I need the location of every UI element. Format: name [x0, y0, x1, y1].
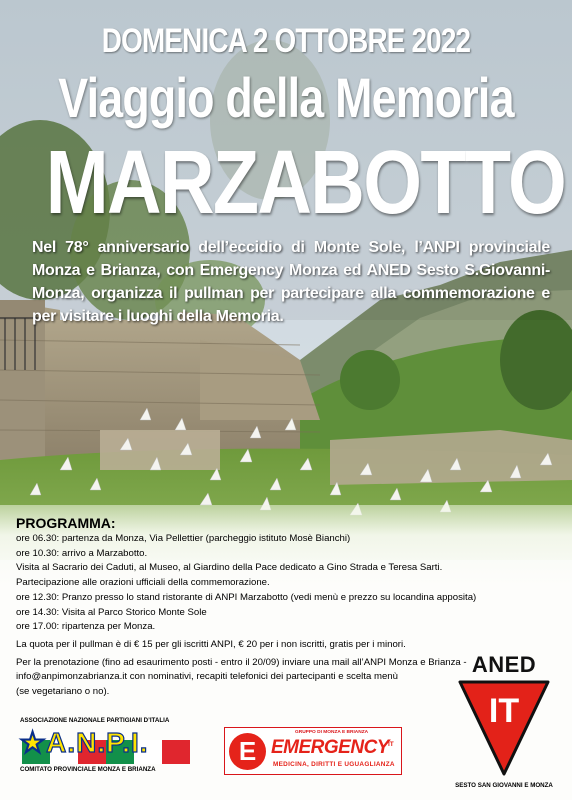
program-heading: PROGRAMMA:	[16, 515, 116, 531]
event-title: MARZABOTTO	[45, 133, 566, 233]
program-item: Visita al Sacrario dei Caduti, al Museo, al Giardino della Pace dedicato a Gino Strada e Teresa Sarti.	[16, 562, 443, 574]
emergency-tagline: MEDICINA, DIRITTI E UGUAGLIANZA	[273, 761, 395, 768]
intro-paragraph: Nel 78° anniversario dell’eccidio di Monte Sole, l’ANPI provinciale Monza e Brianza, con Emergency Monza ed ANED Sesto S.Giovanni-Monza, organizza il pullman per partecipare alla commemorazione e per visitare i luoghi della Memoria.	[32, 239, 550, 325]
emergency-mark-icon: E	[229, 733, 266, 770]
emergency-suffix: IT	[388, 741, 394, 748]
program-item: Partecipazione alle orazioni ufficiali della commemorazione.	[16, 577, 270, 589]
emergency-name: EMERGENCY	[271, 737, 389, 758]
program-item: ore 14.30: Visita al Parco Storico Monte Sole	[16, 606, 207, 618]
program-item: ore 10.30: arrivo a Marzabotto.	[16, 547, 148, 559]
program-item: ore 06.30: partenza da Monza, Via Pellettier (parcheggio istituto Mosè Bianchi)	[16, 533, 351, 544]
program-booking-line: Per la prenotazione (fino ad esaurimento posti - entro il 20/09) inviare una mail all’ANPI Monza e Brianza -	[16, 656, 467, 668]
anpi-association-name: ASSOCIAZIONE NAZIONALE PARTIGIANI D’ITALIA	[20, 717, 170, 724]
event-date: DOMENICA 2 OTTOBRE 2022	[101, 22, 471, 60]
anpi-name: ★A.N.P.I.	[20, 727, 149, 758]
emergency-logo	[224, 727, 402, 775]
aned-mark: IT	[488, 692, 520, 730]
program-fee: La quota per il pullman è di € 15 per gli iscritti ANPI, € 20 per i non iscritti, gratis per i minori.	[16, 638, 406, 650]
program-booking-line: (se vegetariano o no).	[16, 686, 110, 698]
program-section	[16, 515, 486, 700]
emergency-group: GRUPPO DI MONZA E BRIANZA	[295, 730, 369, 735]
event-subtitle: Viaggio della Memoria	[58, 66, 514, 129]
aned-logo	[452, 652, 556, 794]
anpi-committee: COMITATO PROVINCIALE MONZA E BRIANZA	[20, 766, 156, 773]
aned-subtitle: SESTO SAN GIOVANNI E MONZA	[455, 782, 553, 789]
anpi-logo	[20, 717, 200, 789]
program-item: ore 17.00: ripartenza per Monza.	[16, 621, 156, 633]
aned-name: ANED	[471, 652, 537, 677]
program-booking-email[interactable]: info@anpimonzabrianza.it con nominativi, recapiti telefonici dei partecipanti e scelta menù	[16, 671, 398, 683]
program-item: ore 12.30: Pranzo presso lo stand ristorante di ANPI Marzabotto (vedi menù e prezzo su locandina apposita)	[16, 591, 477, 603]
